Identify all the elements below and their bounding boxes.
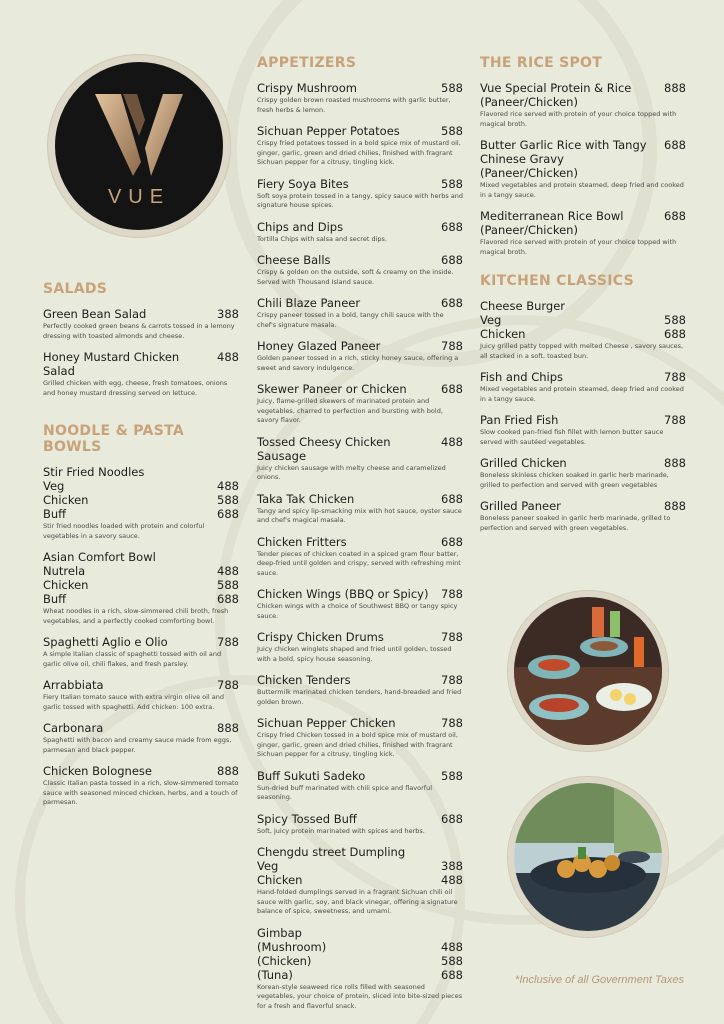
item-name: Green Bean Salad — [43, 307, 147, 321]
item-description: Tender pieces of chicken coated in a spiced gram flour batter, deep-fried until golden and crispy, served with refreshing mint sauce. — [257, 549, 461, 577]
item-name: Sichuan Pepper Chicken — [257, 716, 396, 730]
menu-item-chili-blaze-paneer — [257, 296, 463, 330]
item-variant — [257, 940, 463, 954]
food-photo-appetizers — [508, 591, 668, 751]
item-price: 688 — [664, 209, 686, 223]
logo-text: VUE — [107, 186, 171, 208]
item-name: Mediterranean Rice Bowl (Paneer/Chicken) — [480, 209, 624, 237]
item-name: Vue Special Protein & Rice (Paneer/Chicken) — [480, 81, 632, 109]
variant-price: 688 — [217, 507, 239, 521]
item-name: Chicken Wings (BBQ or Spicy) — [257, 587, 429, 601]
item-price: 588 — [441, 768, 463, 783]
variant-label: Nutrela — [43, 564, 86, 578]
item-description: Sun-dried buff marinated with chili spice and flavorful seasoning. — [257, 783, 433, 801]
item-name: Crispy Chicken Drums — [257, 630, 384, 644]
rice-title: THE RICE SPOT — [480, 55, 603, 71]
item-price: 688 — [441, 296, 463, 310]
item-variant — [43, 493, 239, 507]
item-price: 688 — [441, 534, 463, 549]
item-name: Sichuan Pepper Potatoes — [257, 124, 400, 138]
item-name: Gimbap — [257, 925, 302, 940]
item-name: Grilled Chicken — [480, 456, 567, 470]
item-description: Boneless paneer soaked in garlic herb marinade, grilled to perfection and served with green vegetables. — [480, 514, 671, 532]
item-description: Crispy golden brown roasted mushrooms with garlic butter, fresh herbs & lemon. — [257, 96, 451, 114]
rice-list — [480, 81, 686, 257]
appetizers-list — [257, 81, 463, 1011]
item-description: Classic Italian pasta tossed in a rich, slow-simmered tomato sauce with seasoned minced chicken, herbs, and a touch of parmesan. — [43, 779, 239, 806]
item-name: Honey Glazed Paneer — [257, 339, 381, 353]
item-description: A simple Italian classic of spaghetti tossed with oil and garlic olive oil, chili flakes, and fresh parsley. — [43, 650, 222, 668]
item-name: Pan Fried Fish — [480, 413, 559, 427]
appetizers-title: APPETIZERS — [257, 55, 357, 71]
left-column — [43, 281, 239, 817]
menu-item-butter-garlic-rice-with-tangy-chinese-gravy-paneer-chicken — [480, 138, 686, 200]
item-description: Soft, juicy protein marinated with spices and herbs. — [257, 826, 425, 835]
variant-price: 488 — [441, 939, 463, 954]
menu-item-pan-fried-fish — [480, 413, 686, 447]
menu-item-gimbap — [257, 926, 463, 1012]
item-variant — [480, 313, 686, 327]
menu-item-grilled-chicken — [480, 456, 686, 490]
variant-price: 488 — [217, 479, 239, 493]
item-price: 688 — [441, 219, 463, 234]
menu-item-chicken-bolognese — [43, 764, 239, 808]
menu-item-taka-tak-chicken — [257, 492, 463, 526]
variant-price: 588 — [664, 313, 686, 327]
noodles-list — [43, 465, 239, 808]
item-name: Chicken Fritters — [257, 534, 347, 549]
item-price: 788 — [217, 635, 239, 649]
item-description: Juicy, flame-grilled skewers of marinated protein and vegetables, charred to perfection and bursting with bold, savory flavor. — [257, 397, 443, 424]
item-variant — [257, 859, 463, 873]
menu-item-asian-comfort-bowl — [43, 550, 239, 626]
item-price: 688 — [441, 253, 463, 267]
item-price: 888 — [664, 81, 686, 95]
v-logo-icon — [93, 92, 185, 176]
item-description: Spaghetti with bacon and creamy sauce made from eggs, parmesan and black pepper. — [43, 736, 232, 754]
middle-column — [257, 55, 463, 1020]
item-price: 888 — [217, 764, 239, 778]
kitchen-title: KITCHEN CLASSICS — [480, 273, 634, 289]
item-price: 588 — [441, 81, 463, 95]
item-price: 788 — [217, 678, 239, 692]
menu-item-fish-and-chips — [480, 370, 686, 404]
item-name: Spicy Tossed Buff — [257, 811, 357, 826]
salads-list — [43, 307, 239, 398]
item-description: Chicken wings with a choice of Southwest BBQ or tangy spicy sauce. — [257, 602, 458, 620]
menu-item-honey-mustard-chicken-salad — [43, 350, 239, 398]
item-price: 788 — [664, 413, 686, 427]
item-name: Crispy Mushroom — [257, 81, 357, 95]
item-price: 788 — [441, 673, 463, 687]
kitchen-list — [480, 299, 686, 533]
menu-item-arrabbiata — [43, 678, 239, 712]
item-variant — [43, 479, 239, 493]
item-variant — [43, 507, 239, 521]
item-description: Boneless skinless chicken soaked in garlic herb marinade, grilled to perfection and served with green vegetables — [480, 471, 669, 489]
item-description: Mixed vegetables and protein steamed, deep fried and cooked in a tangy sauce. — [480, 181, 684, 199]
item-description: Flavored rice served with protein of your choice topped with magical broth. — [480, 110, 677, 128]
menu-item-skewer-paneer-or-chicken — [257, 382, 463, 426]
item-name: Tossed Cheesy Chicken Sausage — [257, 434, 391, 463]
item-price: 888 — [217, 721, 239, 735]
tax-note: *Inclusive of all Government Taxes — [515, 974, 684, 986]
item-price: 688 — [441, 382, 463, 396]
item-price: 788 — [664, 370, 686, 384]
item-name: Cheese Burger — [480, 299, 565, 313]
item-description: Juicy chicken sausage with melty cheese and caramelized onions. — [257, 463, 446, 481]
menu-item-chicken-wings-bbq-or-spicy — [257, 587, 463, 621]
item-description: Juicy chicken winglets shaped and fried until golden, tossed with a bold, spicy house seasoning. — [257, 645, 452, 663]
item-description: Golden paneer tossed in a rich, sticky honey sauce, offering a sweet and savory indulgence. — [257, 354, 459, 372]
variant-label: Veg — [257, 859, 279, 873]
variant-price: 588 — [217, 493, 239, 507]
item-price: 688 — [664, 138, 686, 152]
item-price: 788 — [441, 716, 463, 730]
variant-price: 488 — [217, 564, 239, 578]
item-description: Wheat noodles in a rich, slow-simmered chili broth, fresh vegetables, and a perfectly cooked comforting bowl. — [43, 607, 229, 625]
item-name: Fish and Chips — [480, 370, 564, 384]
item-description: Fiery Italian tomato sauce with extra virgin olive oil and garlic tossed with spaghetti. Add chicken: 100 extra. — [43, 693, 225, 711]
item-name: Spaghetti Aglio e Olio — [43, 635, 168, 649]
variant-price: 588 — [441, 953, 463, 968]
item-name: Grilled Paneer — [480, 499, 561, 513]
noodles-title: NOODLE & PASTA BOWLS — [43, 423, 184, 455]
item-description: Perfectly cooked green beans & carrots tossed in a lemony dressing with toasted almonds and cheese. — [43, 322, 235, 340]
item-variant — [43, 592, 239, 606]
salads-title: SALADS — [43, 281, 108, 297]
item-name: Fiery Soya Bites — [257, 176, 349, 191]
variant-price: 688 — [441, 967, 463, 982]
item-price: 388 — [217, 307, 239, 321]
right-column — [480, 55, 686, 542]
item-description: Grilled chicken with egg, cheese, fresh tomatoes, onions and honey mustard dressing served on lettuce. — [43, 379, 228, 397]
item-price: 788 — [441, 587, 463, 601]
menu-item-crispy-chicken-drums — [257, 630, 463, 664]
variant-price: 388 — [441, 859, 463, 873]
menu-item-mediterranean-rice-bowl-paneer-chicken — [480, 209, 686, 257]
item-price: 588 — [441, 124, 463, 138]
item-variant — [257, 873, 463, 887]
variant-label: Chicken — [43, 493, 89, 507]
item-description: Stir fried noodles loaded with protein and colorful vegetables in a savory sauce. — [43, 522, 205, 540]
menu-item-grilled-paneer — [480, 499, 686, 533]
item-name: Asian Comfort Bowl — [43, 550, 156, 564]
item-name: Arrabbiata — [43, 678, 104, 692]
item-variant — [43, 564, 239, 578]
item-description: Korean-style seaweed rice rolls filled with seasoned vegetables, your choice of protein, sliced into bite-sized pieces for a fresh and flavorful snack. — [257, 982, 463, 1010]
item-variant — [43, 578, 239, 592]
menu-item-chicken-tenders — [257, 673, 463, 707]
vue-logo — [48, 55, 230, 237]
menu-item-fiery-soya-bites — [257, 177, 463, 211]
variant-price: 688 — [217, 592, 239, 606]
item-name: Butter Garlic Rice with Tangy Chinese Gravy (Paneer/Chicken) — [480, 138, 647, 180]
item-name: Buff Sukuti Sadeko — [257, 768, 366, 783]
item-description: Soft soya protein tossed in a tangy, spicy sauce with herbs and signature house spices. — [257, 191, 463, 209]
menu-item-vue-special-protein-rice-paneer-chicken — [480, 81, 686, 129]
item-name: Chicken Bolognese — [43, 764, 152, 778]
item-price: 488 — [441, 434, 463, 449]
item-name: Chengdu street Dumpling — [257, 845, 406, 859]
variant-label: Chicken — [480, 327, 526, 341]
item-description: Tortilla Chips with salsa and secret dips. — [257, 234, 387, 243]
item-name: Taka Tak Chicken — [257, 491, 355, 506]
menu-item-crispy-mushroom — [257, 81, 463, 115]
variant-label: (Mushroom) — [257, 939, 327, 954]
menu-item-honey-glazed-paneer — [257, 339, 463, 373]
menu-item-spicy-tossed-buff — [257, 812, 463, 837]
item-description: Crispy fried potatoes tossed in a bold spice mix of mustard oil, ginger, garlic, green and dried chilies, finished with fragrant Sichuan pepper for a citrusy, tingling kick. — [257, 139, 461, 166]
menu-item-cheese-burger — [480, 299, 686, 361]
menu-item-sichuan-pepper-chicken — [257, 716, 463, 760]
item-description: Hand-folded dumplings served in a fragrant Sichuan chili oil sauce with garlic, soy, and black vinegar, offering a signature balance of spice, sweetness, and umami. — [257, 888, 458, 915]
item-description: Tangy and spicy lip-smacking mix with hot sauce, oyster sauce and chef's magical masala. — [257, 506, 462, 524]
item-description: Mixed vegetables and protein steamed, deep fried and cooked in a tangy sauce. — [480, 385, 684, 403]
variant-label: Veg — [480, 313, 502, 327]
menu-item-buff-sukuti-sadeko — [257, 769, 463, 803]
item-description: Juicy grilled patty topped with melted Cheese , savory sauces, all stacked in a soft, toasted bun. — [480, 342, 684, 360]
item-name: Cheese Balls — [257, 253, 331, 267]
item-description: Crispy & golden on the outside, soft & creamy on the inside. Served with Thousand Island sauce. — [257, 268, 454, 286]
item-name: Chips and Dips — [257, 219, 344, 234]
item-price: 788 — [441, 630, 463, 644]
item-price: 688 — [441, 491, 463, 506]
variant-label: (Tuna) — [257, 967, 293, 982]
item-price: 888 — [664, 456, 686, 470]
item-price: 688 — [441, 811, 463, 826]
item-variant — [257, 954, 463, 968]
item-description: Crispy paneer tossed in a bold, tangy chili sauce with the chef's signature masala. — [257, 311, 444, 329]
item-name: Carbonara — [43, 721, 104, 735]
item-name: Chicken Tenders — [257, 673, 351, 687]
item-name: Honey Mustard Chicken Salad — [43, 350, 180, 378]
variant-price: 488 — [441, 873, 463, 887]
variant-label: Veg — [43, 479, 65, 493]
menu-item-sichuan-pepper-potatoes — [257, 124, 463, 168]
item-name: Chili Blaze Paneer — [257, 296, 361, 310]
food-photo-dumplings — [508, 777, 668, 937]
menu-item-green-bean-salad — [43, 307, 239, 341]
menu-item-carbonara — [43, 721, 239, 755]
menu-item-tossed-cheesy-chicken-sausage — [257, 435, 463, 483]
menu-item-chicken-fritters — [257, 535, 463, 579]
item-description: Flavored rice served with protein of your choice topped with magical broth. — [480, 238, 677, 256]
item-name: Skewer Paneer or Chicken — [257, 382, 407, 396]
item-price: 488 — [217, 350, 239, 364]
item-price: 588 — [441, 176, 463, 191]
menu-item-cheese-balls — [257, 253, 463, 287]
item-name: Stir Fried Noodles — [43, 465, 145, 479]
item-variant — [480, 327, 686, 341]
menu-item-chengdu-street-dumpling — [257, 845, 463, 917]
variant-label: Chicken — [43, 578, 89, 592]
variant-price: 588 — [217, 578, 239, 592]
item-price: 888 — [664, 499, 686, 513]
menu-item-spaghetti-aglio-e-olio — [43, 635, 239, 669]
variant-label: Buff — [43, 507, 67, 521]
item-description: Buttermilk marinated chicken tenders, hand-breaded and fried golden brown. — [257, 688, 462, 706]
item-variant — [257, 968, 463, 982]
menu-item-chips-and-dips — [257, 220, 463, 245]
menu-item-stir-fried-noodles — [43, 465, 239, 541]
item-description: Slow cooked pan-fried fish fillet with lemon butter sauce served with sautéed vegetables. — [480, 428, 664, 446]
variant-label: Chicken — [257, 873, 303, 887]
item-description: Crispy fried Chicken tossed in a bold spice mix of mustard oil, ginger, garlic, green and dried chilies, finished with fragrant Sichuan pepper for a citrusy, tingling kick. — [257, 731, 458, 758]
variant-label: (Chicken) — [257, 953, 312, 968]
item-price: 788 — [441, 339, 463, 353]
variant-label: Buff — [43, 592, 67, 606]
variant-price: 688 — [664, 327, 686, 341]
